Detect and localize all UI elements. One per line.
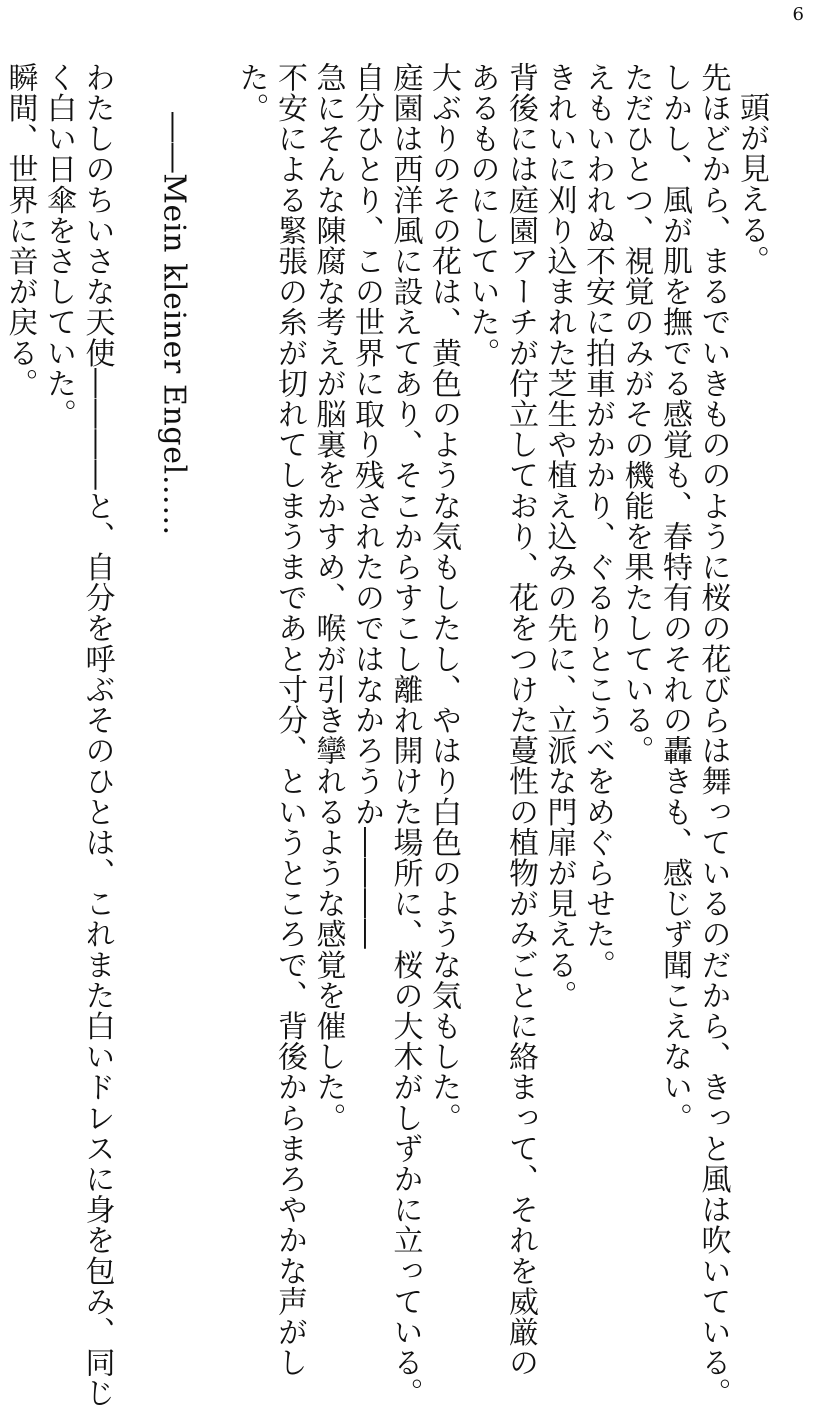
text-line: わたしのちいさな天使――――と、自分を呼ぶそのひとは、これまた白いドレスに身を包み、同じ xyxy=(79,62,115,1408)
text-line: ただひとつ、視覚のみがその機能を果たしている。 xyxy=(618,62,654,766)
text-line: 背後には庭園アーチが佇立しており、花をつけた蔓性の植物がみごとに絡まって、それを威厳の xyxy=(503,62,538,1378)
text-line: 瞬間、世界に音が戻る。 xyxy=(2,62,38,399)
text-line: 先ほどから、まるでいきもののように桜の花びらは舞っているのだから、きっと風は吹いている。 xyxy=(695,62,731,1408)
text-line: 不安による緊張の糸が切れてしまうまであと寸分、というところで、背後からまろやかな声がし xyxy=(272,62,307,1378)
text-line: しかし、風が肌を撫でる感覚も、春特有のそれの轟きも、感じず聞こえない。 xyxy=(657,62,692,1133)
text-line: く白い日傘をさしていた。 xyxy=(41,62,76,430)
text-line: 大ぶりのその花は、黄色のような気もしたし、やはり白色のような気もした。 xyxy=(426,62,461,1133)
text-line: 頭が見える。 xyxy=(734,92,769,276)
text-line: あるものにしていた。 xyxy=(464,62,500,368)
text-line: 自分ひとり、この世界に取り残されたのではなかろうか―――― xyxy=(349,62,384,950)
text-line: えもいわれぬ不安に拍車がかかり、ぐるりとこうべをめぐらせた。 xyxy=(580,62,615,980)
text-line: 庭園は西洋風に設えてあり、そこからすこし離れ開けた場所に、桜の大木がしずかに立っている。 xyxy=(387,62,423,1408)
page-number: 6 xyxy=(792,4,804,25)
blank-line xyxy=(193,62,232,1262)
vertical-text-body xyxy=(0,62,770,1408)
blank-line xyxy=(116,62,155,1262)
text-line: きれいに刈り込まれた芝生や植え込みの先に、立派な門扉が見える。 xyxy=(541,62,577,1011)
text-line: 急にそんな陳腐な考えが脳裏をかすめ、喉が引き攣れるような感覚を催した。 xyxy=(310,62,346,1133)
text-line: た。 xyxy=(233,62,269,124)
german-phrase-line: ――Mein kleiner Engel…… xyxy=(156,112,192,536)
